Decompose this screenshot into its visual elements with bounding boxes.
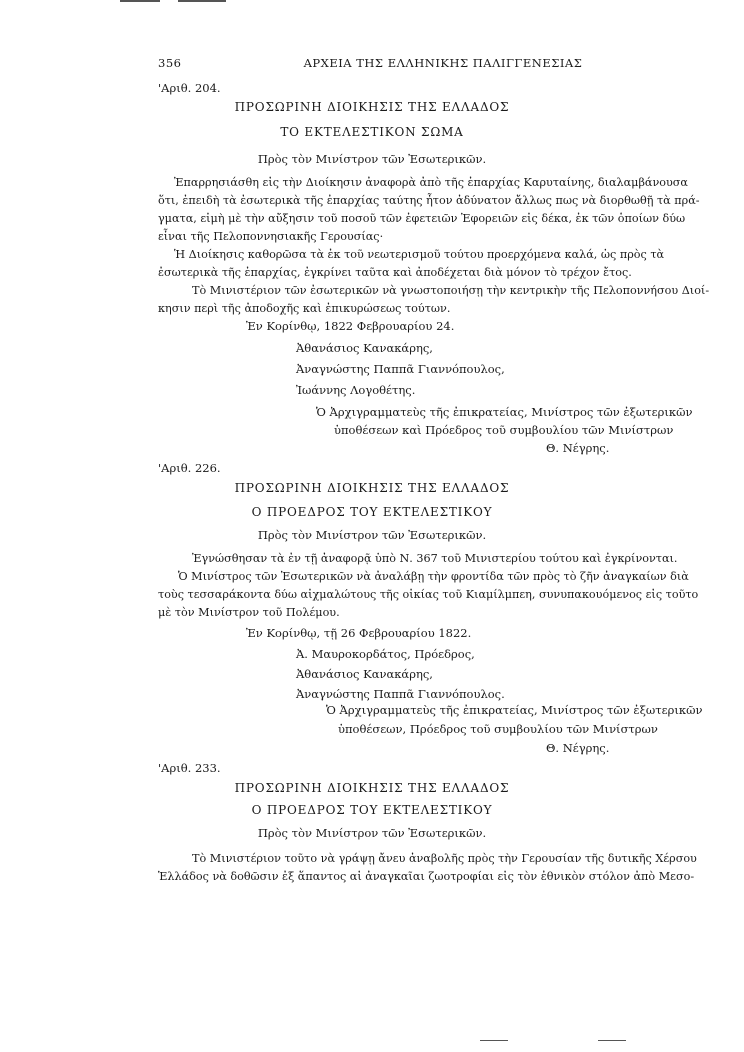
doc-body [158, 850, 697, 886]
countersign-line: Ὁ Ἀρχιγραμματεὺς τῆς ἐπικρατείας, Μινίστρος τῶν ἐξωτερικῶν [316, 405, 693, 419]
signatory: Ἰωάννης Λογοθέτης. [296, 383, 416, 397]
doc-addressee: Πρὸς τὸν Μινίστρον τῶν Ἐσωτερικῶν. [257, 528, 487, 542]
body-line: Τὸ Μινιστέριον τοῦτο νὰ γράψῃ ἄνευ ἀναβολῆς πρὸς τὴν Γερουσίαν τῆς δυτικῆς Χέρσου [192, 852, 697, 865]
body-line: μὲ τὸν Μινίστρον τοῦ Πολέμου. [158, 606, 340, 619]
doc-number: 'Αριθ. 226. [158, 461, 221, 475]
body-line: κησιν περὶ τῆς ἀποδοχῆς καὶ ἐπικυρώσεως τούτων. [158, 302, 451, 315]
doc-header-authority: ΠΡΟΣΩΡΙΝΗ ΔΙΟΙΚΗΣΙΣ ΤΗΣ ΕΛΛΑΔΟΣ [234, 781, 510, 795]
doc-header-authority: ΠΡΟΣΩΡΙΝΗ ΔΙΟΙΚΗΣΙΣ ΤΗΣ ΕΛΛΑΔΟΣ [234, 481, 510, 495]
countersign-name: Θ. Νέγρης. [546, 441, 610, 455]
doc-header-body: ΤΟ ΕΚΤΕΛΕΣΤΙΚΟΝ ΣΩΜΑ [280, 125, 464, 139]
doc-body [158, 174, 710, 318]
doc-number: 'Αριθ. 204. [158, 81, 221, 95]
countersign-name: Θ. Νέγρης. [546, 741, 610, 755]
page-number: 356 [158, 56, 182, 70]
scan-mark [178, 0, 226, 2]
doc-addressee: Πρὸς τὸν Μινίστρον τῶν Ἐσωτερικῶν. [257, 826, 487, 840]
doc-addressee: Πρὸς τὸν Μινίστρον τῶν Ἐσωτερικῶν. [257, 152, 487, 166]
body-line: Ἡ Διοίκησις καθορῶσα τὰ ἐκ τοῦ νεωτερισμοῦ τούτου προερχόμενα καλά, ὡς πρὸς τὰ [174, 248, 665, 261]
doc-header-body: Ο ΠΡΟΕΔΡΟΣ ΤΟΥ ΕΚΤΕΛΕΣΤΙΚΟΥ [251, 505, 493, 519]
body-line: τοὺς τεσσαράκοντα δύω αἰχμαλώτους τῆς οἰκίας τοῦ Κιαμίλμπεη, συνυπακουόμενος εἰς τοῦτο [158, 588, 699, 601]
body-line: Ἐπαρρησιάσθη εἰς τὴν Διοίκησιν ἀναφορὰ ἀπὸ τῆς ἐπαρχίας Καρυταίνης, διαλαμβάνουσα [174, 176, 688, 189]
place-date: Ἐν Κορίνθῳ, τῇ 26 Φεβρουαρίου 1822. [246, 626, 472, 640]
running-head-title: ΑΡΧΕΙΑ ΤΗΣ ΕΛΛΗΝΙΚΗΣ ΠΑΛΙΓΓΕΝΕΣΙΑΣ [303, 56, 583, 70]
scan-mark [598, 1040, 626, 1041]
body-line: εἶναι τῆς Πελοποννησιακῆς Γερουσίας· [158, 230, 384, 243]
body-line: Ἑλλάδος νὰ δοθῶσιν ἐξ ἅπαντος αἱ ἀναγκαῖαι ζωοτροφίαι εἰς τὸν ἐθνικὸν στόλον ἀπὸ Μεσο- [158, 870, 695, 883]
scan-mark [120, 0, 160, 2]
countersign-line: ὑποθέσεων, Πρόεδρος τοῦ συμβουλίου τῶν Μινίστρων [338, 722, 658, 736]
signatory: Ἀ. Μαυροκορδάτος, Πρόεδρος, [296, 647, 475, 661]
body-line: ἐσωτερικὰ τῆς ἐπαρχίας, ἐγκρίνει ταῦτα καὶ ἀποδέχεται διὰ μόνον τὸ τρέχον ἔτος. [158, 266, 632, 279]
countersign-line: Ὁ Ἀρχιγραμματεὺς τῆς ἐπικρατείας, Μινίστρος τῶν ἐξωτερικῶν [326, 703, 703, 717]
body-line: ὅτι, ἐπειδὴ τὰ ἐσωτερικὰ τῆς ἐπαρχίας ταύτης ἦτον ἀδύνατον ἄλλως πως νὰ διορθωθῇ τὰ πρά- [158, 194, 700, 207]
signatory: Ἀθανάσιος Κανακάρης, [296, 667, 433, 681]
body-line: γματα, εἰμὴ μὲ τὴν αὔξησιν τοῦ ποσοῦ τῶν ἐφετειῶν Ἐφορειῶν εἰς δέκα, ἐκ τῶν ὁποίων δύω [158, 212, 686, 225]
doc-header-body: Ο ΠΡΟΕΔΡΟΣ ΤΟΥ ΕΚΤΕΛΕΣΤΙΚΟΥ [251, 803, 493, 817]
body-line: Ἐγνώσθησαν τὰ ἐν τῇ ἀναφορᾷ ὑπὸ Ν. 367 τοῦ Μινιστερίου τούτου καὶ ἐγκρίνονται. [192, 552, 678, 565]
body-line: Τὸ Μινιστέριον τῶν ἐσωτερικῶν νὰ γνωστοποιήσῃ τὴν κεντρικὴν τῆς Πελοποννήσου Διοί- [192, 284, 710, 297]
signatory: Ἀναγνώστης Παππᾶ Γιαννόπουλος, [296, 362, 505, 376]
body-line: Ὁ Μινίστρος τῶν Ἐσωτερικῶν νὰ ἀναλάβῃ τὴν φροντίδα τῶν πρὸς τὸ ζῆν ἀναγκαίων διὰ [178, 570, 689, 583]
place-date: Ἐν Κορίνθῳ, 1822 Φεβρουαρίου 24. [246, 319, 455, 333]
signatory: Ἀθανάσιος Κανακάρης, [296, 341, 433, 355]
doc-number: 'Αριθ. 233. [158, 761, 221, 775]
signatory: Ἀναγνώστης Παππᾶ Γιαννόπουλος. [296, 687, 505, 701]
doc-body [158, 550, 699, 622]
countersign-line: ὑποθέσεων καὶ Πρόεδρος τοῦ συμβουλίου τῶν Μινίστρων [334, 423, 674, 437]
scan-mark [480, 1040, 508, 1041]
doc-header-authority: ΠΡΟΣΩΡΙΝΗ ΔΙΟΙΚΗΣΙΣ ΤΗΣ ΕΛΛΑΔΟΣ [234, 100, 510, 114]
